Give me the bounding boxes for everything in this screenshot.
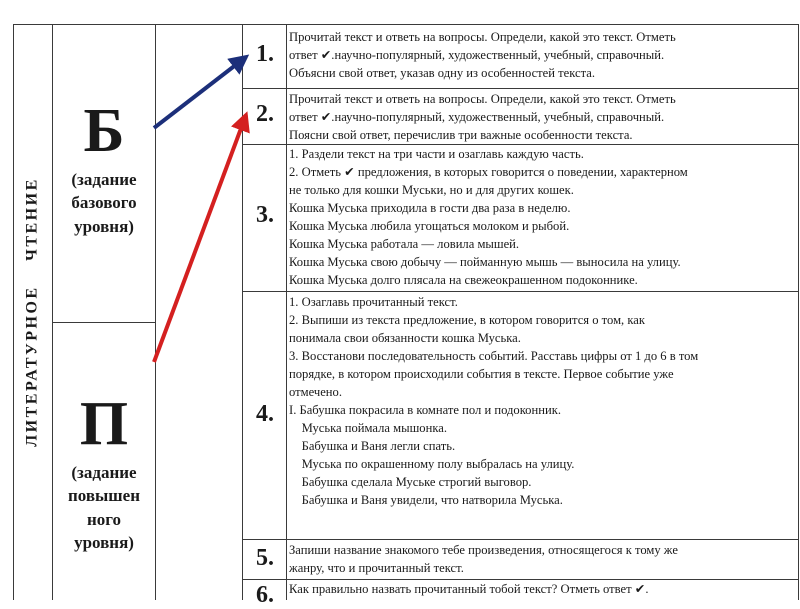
task-number: 3. <box>256 202 274 228</box>
task-number: 5. <box>256 545 274 571</box>
table-border <box>242 88 799 89</box>
task-number: 4. <box>256 401 274 427</box>
task-text: Прочитай текст и ответь на вопросы. Определи, какой это текст. Отметь ответ ✔.научно-популярный, художественный, учебный, справочный. Объясни свой ответ, указав одну из особенностей текста. <box>289 30 676 80</box>
table-border <box>155 24 156 600</box>
level-description: (задание базового уровня) <box>71 170 137 236</box>
table-border <box>242 291 799 292</box>
table-border <box>286 24 287 600</box>
level-advanced <box>53 390 155 555</box>
level-basic <box>53 97 155 238</box>
task-text: Как правильно назвать прочитанный тобой текст? Отметь ответ ✔. <box>289 582 649 596</box>
table-border <box>242 539 799 540</box>
level-letter: П <box>79 390 129 458</box>
table-border <box>52 322 156 323</box>
task-text: 1. Раздели текст на три части и озаглавь каждую часть. 2. Отметь ✔ предложения, в которых говорится о поведении, характерном не только для кошки Муськи, но и для других кошек. Кошка Муська приходила в гости два раза в неделю. Кошка Муська любила угощаться молоком и рыбой. Кошка Муська работала — ловила мышей. Кошка Муська свою добычу — пойманную мышь — выносила на улицу. Кошка Муська долго плясала на свежеокрашенном подоконнике. <box>289 147 688 287</box>
task-text: 1. Озаглавь прочитанный текст. 2. Выпиши из текста предложение, в котором говорится о том, как понимала свои обязанности кошка Муська. 3. Восстанови последовательность событий. Расставь цифры от 1 до 6 в том порядке, в котором происходили события в тексте. Первое событие уже отмечено. I. Бабушка покрасила в комнате пол и подоконник. Муська поймала мышонка. Бабушка и Ваня легли спать. Муська по окрашенному полу выбралась на улицу. Бабушка сделала Муське строгий выговор. Бабушка и Ваня увидели, что натворила Муська. <box>289 295 699 507</box>
task-text: Прочитай текст и ответь на вопросы. Определи, какой это текст. Отметь ответ ✔.научно-популярный, художественный, учебный, справочный. Поясни свой ответ, перечислив три важные особенности текста. <box>289 92 676 142</box>
task-number: 6. <box>256 582 274 608</box>
table-border <box>242 24 243 600</box>
level-letter: Б <box>83 97 125 165</box>
task-text: Запиши название знакомого тебе произведения, относящегося к тому же жанру, что и прочитанный текст. <box>289 543 678 575</box>
table-border <box>13 24 799 25</box>
level-description: (задание повышен ного уровня) <box>67 463 141 553</box>
subject-label: ЛИТЕРАТУРНОЕ ЧТЕНИЕ <box>24 177 42 447</box>
task-number: 2. <box>256 101 274 127</box>
task-number: 1. <box>256 41 274 67</box>
